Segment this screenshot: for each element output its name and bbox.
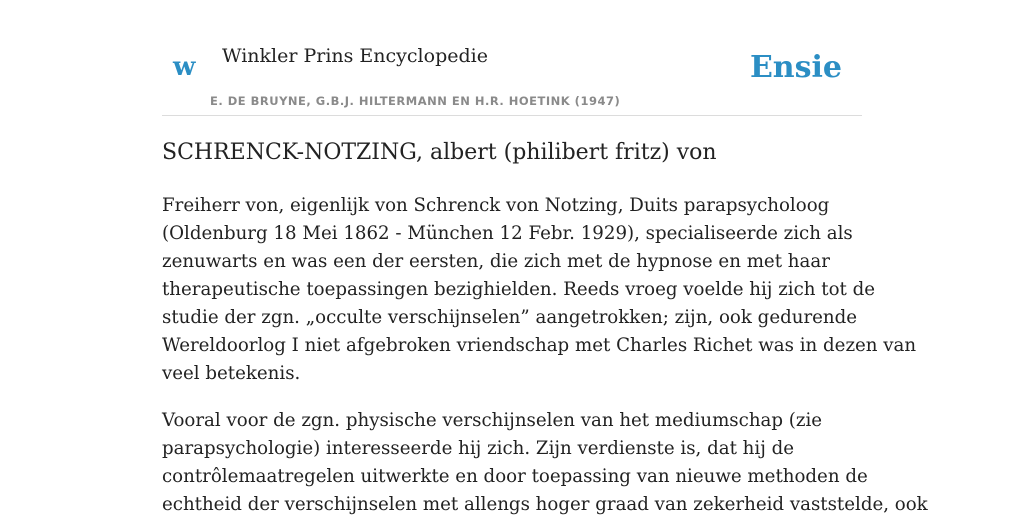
article-title: SCHRENCK-NOTZING, albert (philibert fritz) von <box>162 140 717 165</box>
paragraph-line: Freiherr von, eigenlijk von Schrenck von Notzing, Duits parapsycholoog <box>162 195 830 216</box>
page <box>162 0 928 515</box>
ensie-logo[interactable]: Ensie <box>749 50 842 85</box>
source-title[interactable]: Winkler Prins Encyclopedie <box>222 45 488 67</box>
paragraph-line: echtheid der verschijnselen met allengs hoger graad van zekerheid vaststelde, ook <box>162 494 928 515</box>
article-paragraph <box>162 192 917 388</box>
paragraph-line: contrôlemaatregelen uitwerkte en door toepassing van nieuwe methoden de <box>162 466 868 487</box>
paragraph-line: veel betekenis. <box>162 363 301 384</box>
paragraph-line: parapsychologie) interesseerde hij zich. Zijn verdienste is, dat hij de <box>162 438 795 459</box>
wp-logo-icon[interactable]: w <box>173 52 196 82</box>
article-paragraph <box>162 407 928 519</box>
paragraph-line: therapeutische toepassingen bezighielden. Reeds vroeg voelde hij zich tot de <box>162 279 876 300</box>
paragraph-line: (Oldenburg 18 Mei 1862 - München 12 Febr. 1929), specialiseerde zich als <box>162 223 853 244</box>
paragraph-line: studie der zgn. „occulte verschijnselen” aangetrokken; zijn, ook gedurende <box>162 307 858 328</box>
paragraph-line: zenuwarts en was een der eersten, die zich met de hypnose en met haar <box>162 251 830 272</box>
paragraph-line: Wereldoorlog I niet afgebroken vriendschap met Charles Richet was in dezen van <box>162 335 917 356</box>
source-authors: E. DE BRUYNE, G.B.J. HILTERMANN EN H.R. HOETINK (1947) <box>210 94 621 108</box>
paragraph-line: Vooral voor de zgn. physische verschijnselen van het mediumschap (zie <box>162 410 823 431</box>
header <box>162 0 862 116</box>
